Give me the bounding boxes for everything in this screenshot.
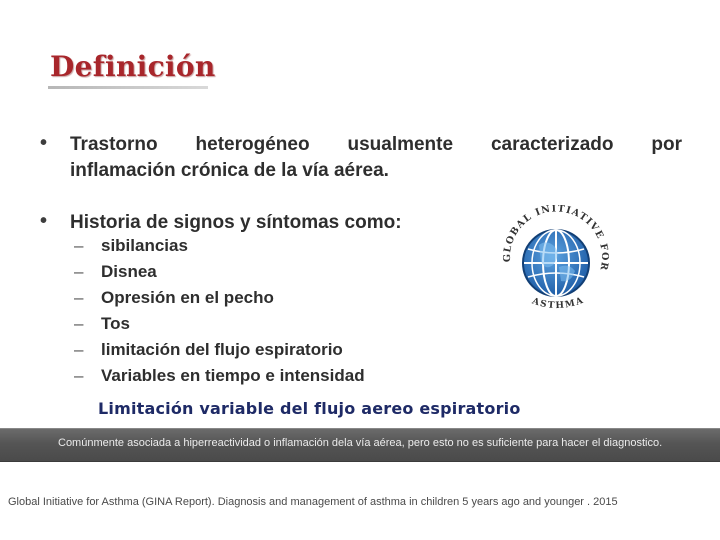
- citation: Global Initiative for Asthma (GINA Report). Diagnosis and management of asthma in children 5 years ago and younger . 2015: [8, 496, 618, 508]
- list-item-label: sibilancias: [101, 236, 188, 255]
- logo-text-bottom: ASTHMA: [530, 295, 586, 312]
- info-bar-text: Comúnmente asociada a hiperreactividad o inflamación dela vía aérea, pero esto no es suficiente para hacer el diagnostico.: [58, 437, 663, 449]
- word: caracterizado: [490, 134, 614, 155]
- info-bar: [0, 428, 720, 462]
- word: Trastorno: [70, 134, 158, 155]
- list-item-label: Tos: [101, 314, 130, 333]
- bullet-marker: •: [40, 210, 48, 232]
- list-item-label: Opresión en el pecho: [101, 288, 274, 307]
- list-item-label: Variables en tiempo e intensidad: [101, 366, 365, 385]
- word: usualmente: [347, 134, 454, 155]
- bullet-definition-line1: [70, 132, 682, 158]
- dash-marker: –: [74, 236, 84, 255]
- emphasis-text: Limitación variable del flujo aereo espiratorio: [98, 399, 521, 418]
- gina-logo: [497, 205, 615, 315]
- list-item: [74, 340, 365, 366]
- list-item: [74, 288, 365, 314]
- word: por: [651, 134, 682, 155]
- globe-icon: [523, 230, 589, 296]
- symptom-list: [74, 236, 365, 392]
- dash-marker: –: [74, 288, 84, 307]
- slide-title: Definición: [50, 50, 216, 83]
- list-item: [74, 366, 365, 392]
- bullet-definition: [70, 132, 682, 184]
- dash-marker: –: [74, 262, 84, 281]
- list-item: [74, 314, 365, 340]
- logo-text-top: GLOBAL INITIATIVE FOR: [501, 205, 611, 273]
- dash-marker: –: [74, 340, 84, 359]
- bullet-definition-line2: inflamación crónica de la vía aérea.: [70, 160, 389, 181]
- list-item-label: Disnea: [101, 262, 157, 281]
- word: heterogéneo: [195, 134, 310, 155]
- dash-marker: –: [74, 314, 84, 333]
- bullet-history: Historia de signos y síntomas como:: [70, 212, 402, 233]
- bullet-marker: •: [40, 132, 48, 154]
- list-item: [74, 262, 365, 288]
- dash-marker: –: [74, 366, 84, 385]
- title-underline: [48, 86, 208, 89]
- list-item: [74, 236, 365, 262]
- list-item-label: limitación del flujo espiratorio: [101, 340, 343, 359]
